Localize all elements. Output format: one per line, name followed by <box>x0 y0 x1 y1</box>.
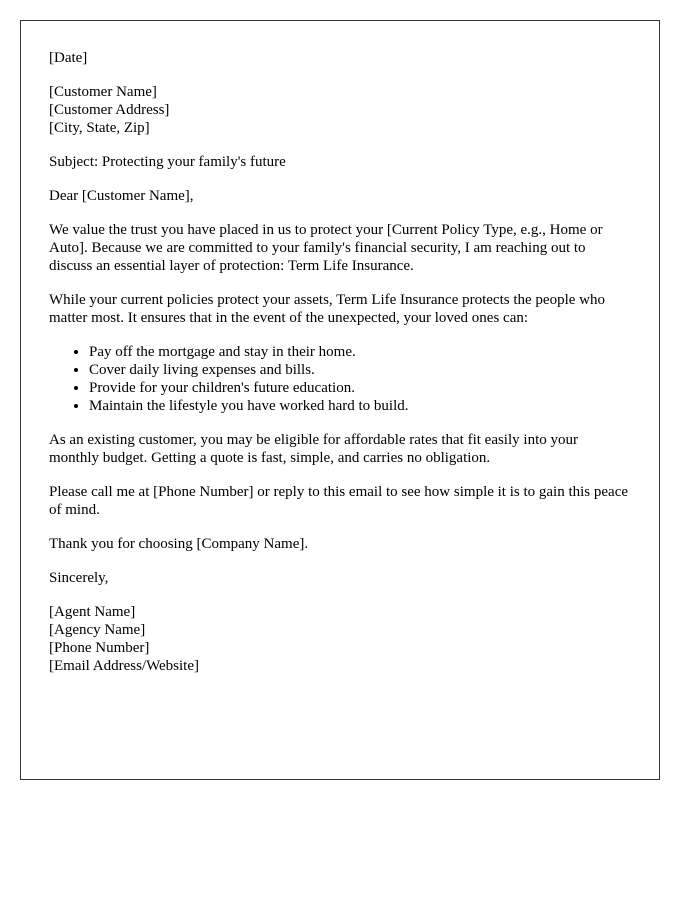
closing-paragraph: As an existing customer, you may be eligible for affordable rates that fit easily into your monthly budget. Getting a quote is fast, simple, and carries no obligation. <box>49 432 578 466</box>
recipient-address: [Customer Address] <box>49 102 170 118</box>
letter-page <box>20 20 660 780</box>
benefit-item: • Provide for your children's future education. <box>89 379 631 397</box>
closing-paragraph: Thank you for choosing [Company Name]. <box>49 536 309 552</box>
benefit-item: • Maintain the lifestyle you have worked hard to build. <box>89 397 631 415</box>
recipient-block <box>49 83 631 137</box>
body-paragraph: While your current policies protect your assets, Term Life Insurance protects the people who matter most. It ensures that in the event of the unexpected, your loved ones can: <box>49 292 605 326</box>
agent-email-website: [Email Address/Website] <box>49 658 200 674</box>
letter-signoff: Sincerely, <box>49 570 109 586</box>
benefit-item: • Cover daily living expenses and bills. <box>89 361 631 379</box>
benefit-item: • Pay off the mortgage and stay in their home. <box>89 343 631 361</box>
closing-paragraph: Please call me at [Phone Number] or reply to this email to see how simple it is to gain this peace of mind. <box>49 484 629 518</box>
agent-phone: [Phone Number] <box>49 640 150 656</box>
benefits-list <box>49 343 631 415</box>
signature-block <box>49 603 631 675</box>
letter-subject: Subject: Protecting your family's future <box>49 154 286 170</box>
agent-name: [Agent Name] <box>49 604 136 620</box>
recipient-name: [Customer Name] <box>49 84 157 100</box>
letter-date: [Date] <box>49 50 88 66</box>
recipient-city-state-zip: [City, State, Zip] <box>49 120 150 136</box>
agency-name: [Agency Name] <box>49 622 146 638</box>
letter-salutation: Dear [Customer Name], <box>49 188 194 204</box>
body-paragraph: We value the trust you have placed in us to protect your [Current Policy Type, e.g., Home or Auto]. Because we are committed to your family's financial security, I am reaching out to discuss an essential layer of protection: Term Life Insurance. <box>49 222 603 274</box>
